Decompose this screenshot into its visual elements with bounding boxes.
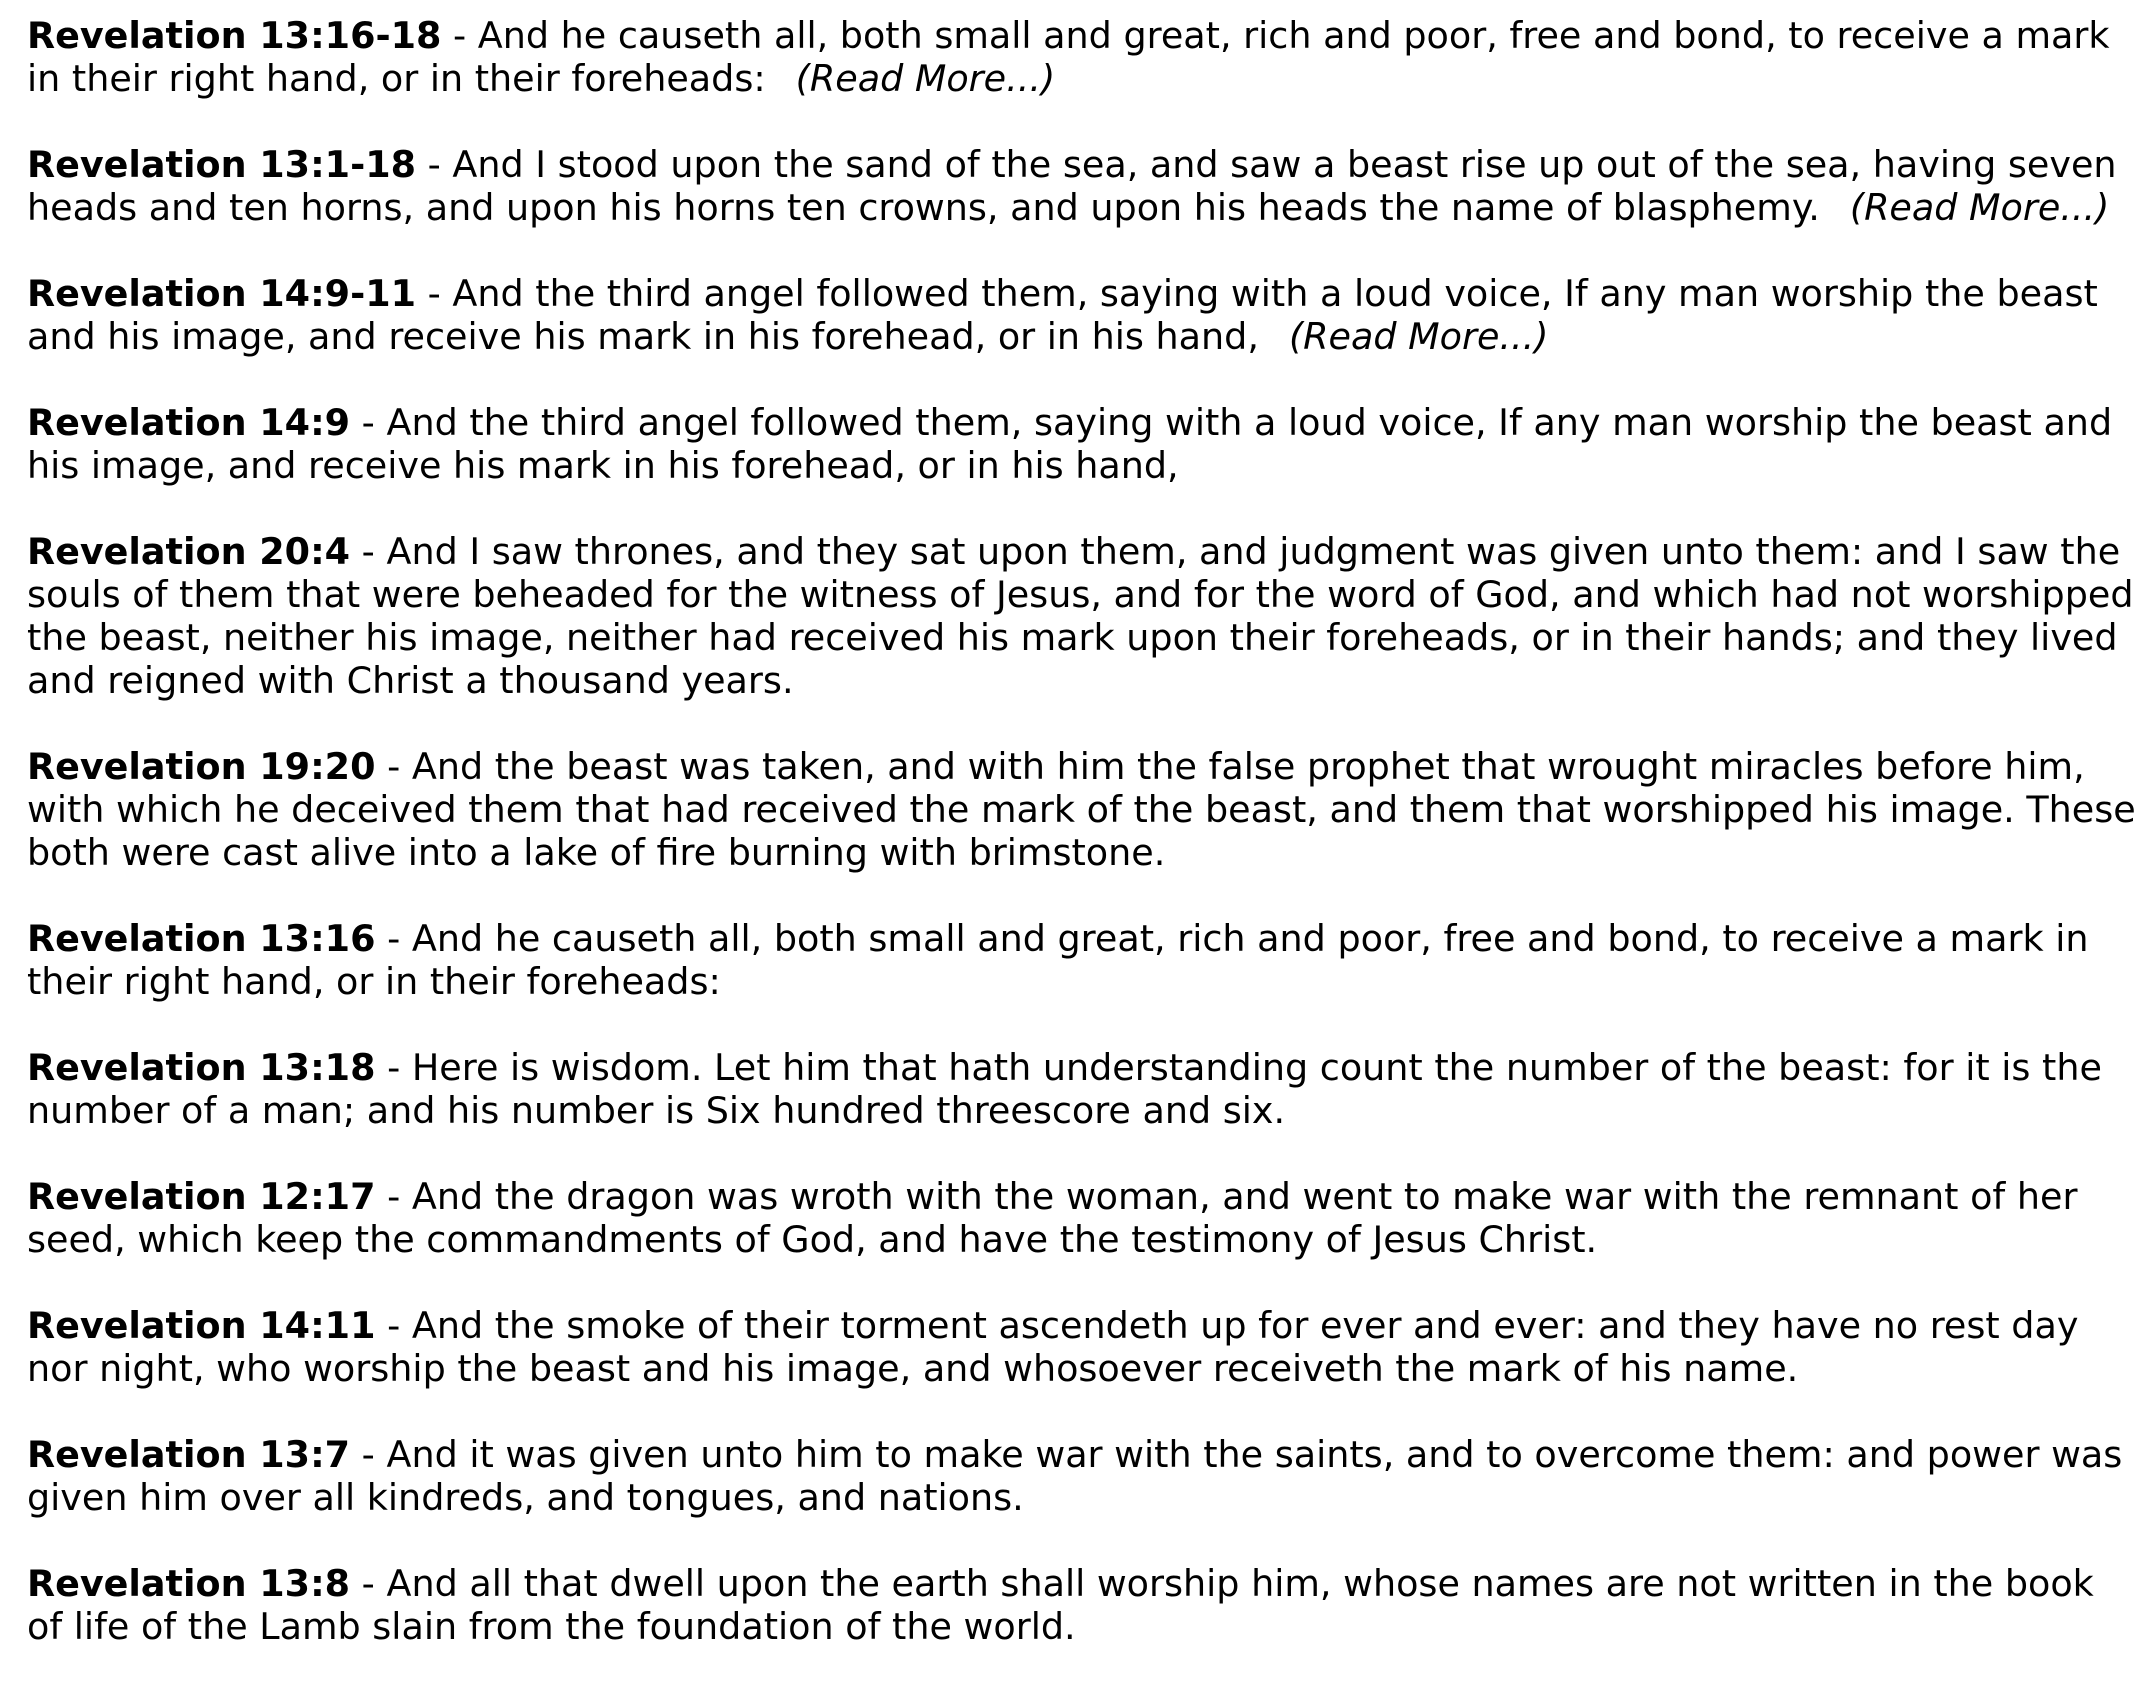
verse-separator: - [350,530,387,573]
verse-separator: - [350,401,387,444]
verse-separator: - [416,143,453,186]
verse-reference: Revelation 13:18 [27,1046,376,1089]
verse-item [27,14,2137,100]
verse-text: And the smoke of their torment ascendeth up for ever and ever: and they have no rest day nor night, who worship the beast and his image, and whosoever receiveth the mark of his name. [27,1304,2079,1390]
verse-item [27,917,2137,1003]
verse-text: And the third angel followed them, saying with a loud voice, If any man worship the beast and his image, and receive his mark in his forehead, or in his hand, [27,401,2113,487]
verse-reference: Revelation 14:11 [27,1304,376,1347]
verse-reference: Revelation 20:4 [27,530,351,573]
read-more-link[interactable]: (Read More...) [1849,186,2110,229]
verse-text: And the beast was taken, and with him the false prophet that wrought miracles before him, with which he deceived them that had received the mark of the beast, and them that worshipped his image. These both were cast alive into a lake of fire burning with brimstone. [27,745,2136,874]
verse-reference: Revelation 13:16 [27,917,376,960]
verse-separator: - [375,1175,412,1218]
verse-separator: - [350,1562,387,1605]
verse-separator: - [375,1046,412,1089]
verse-reference: Revelation 14:9-11 [27,272,417,315]
verse-reference: Revelation 12:17 [27,1175,376,1218]
verse-item [27,745,2137,874]
verse-item [27,1562,2137,1648]
verse-item [27,143,2137,229]
verse-text: Here is wisdom. Let him that hath understanding count the number of the beast: for it is the number of a man; and his number is Six hundred threescore and six. [27,1046,2102,1132]
verse-item [27,1433,2137,1519]
verse-item [27,272,2137,358]
verse-text: And the dragon was wroth with the woman, and went to make war with the remnant of her seed, which keep the commandments of God, and have the testimony of Jesus Christ. [27,1175,2078,1261]
verse-separator: - [350,1433,387,1476]
verse-reference: Revelation 13:16-18 [27,14,442,57]
read-more-link[interactable]: (Read More...) [1288,315,1549,358]
verse-text: And I stood upon the sand of the sea, and saw a beast rise up out of the sea, having seven heads and ten horns, and upon his horns ten crowns, and upon his heads the name of blasphemy. [27,143,2117,229]
verse-list [27,14,2137,1691]
read-more-link[interactable]: (Read More...) [795,57,1056,100]
verse-text: And I saw thrones, and they sat upon them, and judgment was given unto them: and I saw the souls of them that were beheaded for the witness of Jesus, and for the word of God, and which had not worshipped the beast, neither his image, neither had received his mark upon their foreheads, or in their hands; and they lived and reigned with Christ a thousand years. [27,530,2134,702]
verse-text: And it was given unto him to make war with the saints, and to overcome them: and power was given him over all kindreds, and tongues, and nations. [27,1433,2123,1519]
verse-item [27,1304,2137,1390]
verse-text: And he causeth all, both small and great, rich and poor, free and bond, to receive a mark in their right hand, or in their foreheads: [27,917,2089,1003]
verse-text: And the third angel followed them, saying with a loud voice, If any man worship the beast and his image, and receive his mark in his forehead, or in his hand, [27,272,2098,358]
verse-separator: - [416,272,453,315]
verse-separator: - [375,917,412,960]
verse-item [27,1046,2137,1132]
verse-reference: Revelation 13:7 [27,1433,351,1476]
verse-separator: - [441,14,478,57]
verse-separator: - [375,745,412,788]
verse-item [27,530,2137,702]
verse-reference: Revelation 19:20 [27,745,376,788]
verse-text: And all that dwell upon the earth shall worship him, whose names are not written in the book of life of the Lamb slain from the foundation of the world. [27,1562,2094,1648]
verse-item [27,401,2137,487]
verse-reference: Revelation 14:9 [27,401,351,444]
verse-item [27,1175,2137,1261]
verse-reference: Revelation 13:8 [27,1562,351,1605]
verse-reference: Revelation 13:1-18 [27,143,417,186]
verse-separator: - [375,1304,412,1347]
verse-text: And he causeth all, both small and great, rich and poor, free and bond, to receive a mark in their right hand, or in their foreheads: [27,14,2110,100]
